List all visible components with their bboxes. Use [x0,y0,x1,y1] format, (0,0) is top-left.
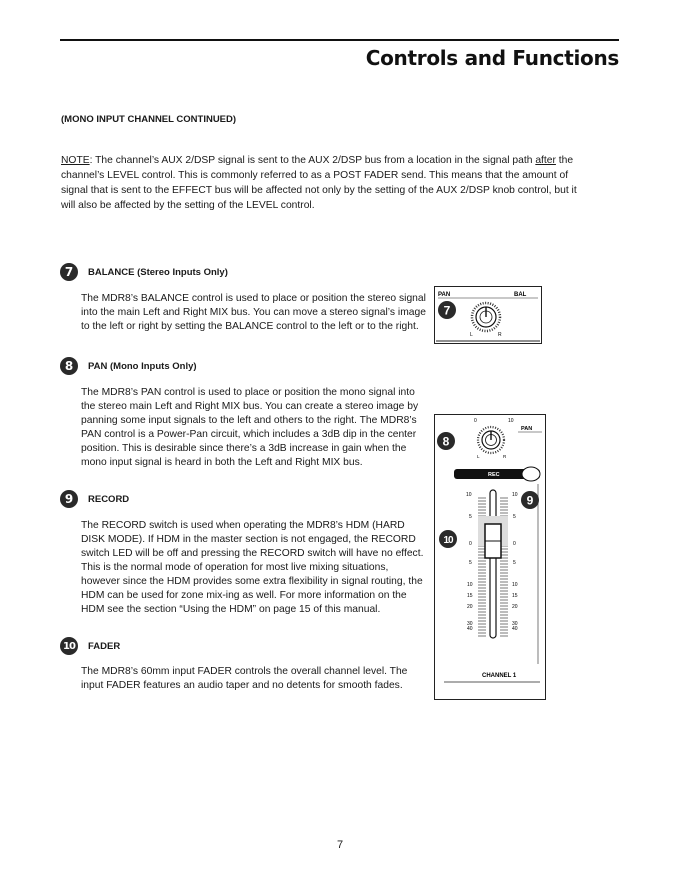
fig1-knob-l: L [470,332,473,338]
scale-right-8: 40 [512,626,518,632]
fader-slot [490,490,496,638]
scale-right-0: 10 [512,492,518,498]
section-body-fader: The MDR8’s 60mm input FADER controls the overall channel level. The input FADER features an audio taper and no detents for smooth fades. [81,666,408,691]
fig2-callout-10: 10 [443,535,453,546]
note-text-1: : The channel’s AUX 2/DSP signal is sent to the AUX 2/DSP bus from a location in the signal path [89,155,533,166]
scale-right-7: 30 [512,621,518,627]
scale-left-0: 10 [466,492,472,498]
scale-left-7: 30 [467,621,473,627]
fig2-tick-10: 10 [508,418,514,424]
fig2-label-pan: PAN [521,426,533,432]
scale-left-3: 5 [469,560,472,566]
fig1-callout: 7 [443,303,451,318]
scale-left-4: 10 [467,582,473,588]
scale-right-4: 10 [512,582,518,588]
number-badge: 9 [60,490,78,508]
scale-left-2: 0 [469,541,472,547]
section-title: BALANCE (Stereo Inputs Only) [88,266,228,278]
page-title: Controls and Functions [365,46,619,70]
channel-strip-figure [434,414,546,700]
number-badge: 8 [60,357,78,375]
scale-left-1: 5 [469,514,472,520]
scale-left-5: 15 [467,593,473,599]
fig2-callout-9: 9 [526,493,534,508]
fig2-rec-label: REC [488,472,500,478]
header-rule [60,39,619,41]
fig1-label-pan: PAN [438,292,451,298]
fig1-label-bal: BAL [514,292,527,298]
section-heading-record [60,490,129,508]
section-title: RECORD [88,493,130,505]
fig2-knob-l: L [477,454,480,459]
section-title: FADER [88,640,121,652]
page-number: 7 [336,839,344,851]
scale-left-8: 40 [467,626,473,632]
fig1-knob-r: R [498,332,502,338]
section-body-pan: The MDR8’s PAN control is used to place or position the mono signal into the stereo main Left and Right MIX bus. You can create a stereo image by panning some input signals to the left and others to the right. The MDR8’s PAN control is a Power-Pan circuit, which includes a 3dB dip in the center position. This is desirable since there’s a 3dB increase in gain when the mono input signal is heard in both the Left and Right MIX bus. [81,387,419,468]
fig2-knob-r: R [503,454,507,459]
record-led-icon [522,467,540,481]
fig2-callout-8: 8 [442,434,450,449]
scale-right-2: 0 [513,541,516,547]
section-body-balance: The MDR8’s BALANCE control is used to place or position the stereo signal into the main Left and Right MIX bus. You can move a stereo signal’s image to the left or right by setting the BALANCE control to the left or to the right. [81,293,426,332]
note-label: NOTE [61,155,90,166]
note-paragraph [61,153,591,213]
note-text-2: the channel’s LEVEL control. This is commonly referred to as a POST FADER send. This means that the amount of signal that is sent to the EFFECT bus will be affected not only by the setting of the AUX 2/DSP knob control, but it will also be affected by the setting of the LEVEL control. [61,155,577,211]
note-underlined-word: after [535,155,556,166]
section-heading-pan [60,357,197,375]
fig2-channel-label: CHANNEL 1 [482,673,517,679]
scale-left-6: 20 [467,604,473,610]
section-heading-fader [60,637,120,655]
section-subheading: (MONO INPUT CHANNEL CONTINUED) [61,114,237,125]
scale-right-6: 20 [512,604,518,610]
section-heading-balance [60,263,228,281]
fig2-tick-0: 0 [474,418,477,424]
scale-right-1: 5 [513,514,516,520]
section-body-record: The RECORD switch is used when operating the MDR8’s HDM (HARD DISK MODE). If HDM in the master section is not engaged, the RECORD switch LED will be off and pressing the RECORD switch will have no effect. This is the normal mode of operation for most live mixing situations, however since the HDM provides some extra flexibility in signal routing, the HDM can be used for zone mix-ing as well. For more information on the HDM see the section “Using the HDM” on page 15 of this manual. [81,520,424,615]
scale-right-3: 5 [513,560,516,566]
balance-knob-figure [434,286,542,344]
number-badge: 10 [60,637,78,655]
section-title: PAN (Mono Inputs Only) [88,360,197,372]
number-badge: 7 [60,263,78,281]
scale-right-5: 15 [512,593,518,599]
